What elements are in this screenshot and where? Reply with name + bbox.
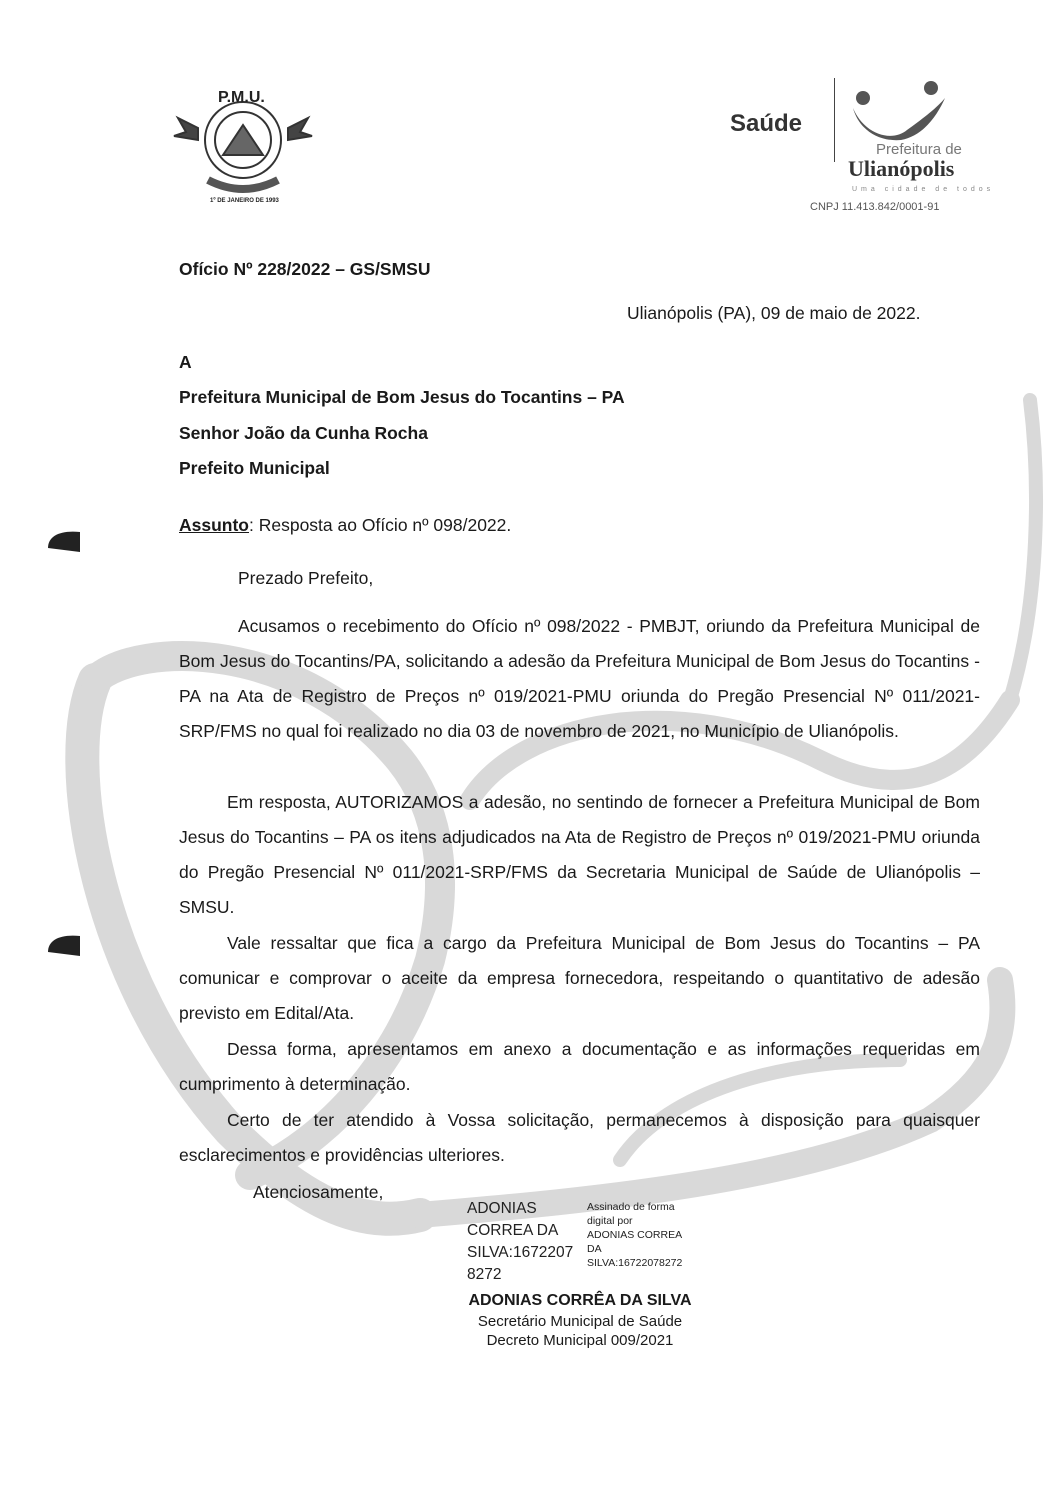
heart-people-icon xyxy=(845,80,955,142)
svg-text:1º DE JANEIRO DE 1993: 1º DE JANEIRO DE 1993 xyxy=(210,198,279,204)
prefeitura-de-text: Prefeitura de xyxy=(876,141,962,158)
municipal-seal-logo xyxy=(168,80,318,210)
digital-signature-details: Assinado de forma digital por ADONIAS CORREA DA SILVA:16722078272 xyxy=(587,1201,683,1269)
recipient-role: Prefeito Municipal xyxy=(179,458,330,478)
saude-label: Saúde xyxy=(730,110,803,137)
place-date: Ulianópolis (PA), 09 de maio de 2022. xyxy=(627,303,921,323)
letter-number: Ofício Nº 228/2022 – GS/SMSU xyxy=(179,259,431,279)
signer-role: Secretário Municipal de Saúde xyxy=(477,1313,683,1330)
paragraph: Acusamos o recebimento do Ofício nº 098/2022 - PMBJT, oriundo da Prefeitura Municipal de Bom Jesus do Tocantins/PA, solicitando a adesão da Prefeitura Municipal de Bom Jesus do Tocantins - PA na Ata de Registro de Preços nº 019/2021-PMU oriunda do Pregão Presencial Nº 011/2021-SRP/FMS no qual foi realizado no dia 03 de novembro de 2021, no Município de Ulianópolis. xyxy=(179,616,980,741)
subject-text: : Resposta ao Ofício nº 098/2022. xyxy=(249,515,512,535)
closing: Atenciosamente, xyxy=(253,1182,384,1202)
logo-divider xyxy=(834,78,835,162)
paragraph: Certo de ter atendido à Vossa solicitação, permanecemos à disposição para quaisquer esclarecimentos e providências ulteriores. xyxy=(179,1110,980,1165)
recipient-org: Prefeitura Municipal de Bom Jesus do Tocantins – PA xyxy=(179,387,625,407)
city-slogan: Uma cidade de todos xyxy=(852,186,995,193)
punch-hole-icon xyxy=(44,930,84,956)
signer-name: ADONIAS CORRÊA DA SILVA xyxy=(468,1292,692,1309)
salutation: Prezado Prefeito, xyxy=(238,568,374,588)
to-prefix: A xyxy=(179,352,192,372)
punch-hole-icon xyxy=(44,526,84,552)
subject-label: Assunto xyxy=(179,515,249,535)
city-name: Ulianópolis xyxy=(848,156,955,181)
recipient-name: Senhor João da Cunha Rocha xyxy=(179,423,428,443)
paragraph: Dessa forma, apresentamos em anexo a documentação e as informações requeridas em cumprimento à determinação. xyxy=(179,1039,980,1094)
paragraph: Vale ressaltar que fica a cargo da Prefeitura Municipal de Bom Jesus do Tocantins – PA comunicar e comprovar o aceite da empresa fornecedora, respeitando o quantitativo de adesão previsto em Edital/Ata. xyxy=(179,933,980,1023)
subject-line xyxy=(179,515,511,535)
svg-text:P.M.U.: P.M.U. xyxy=(218,89,265,106)
cnpj-number: CNPJ 11.413.842/0001-91 xyxy=(810,201,940,213)
paragraph: Em resposta, AUTORIZAMOS a adesão, no sentindo de fornecer a Prefeitura Municipal de Bom Jesus do Tocantins – PA os itens adjudicados na Ata de Registro de Preços nº 019/2021-PMU oriunda do Pregão Presencial Nº 011/2021-SRP/FMS da Secretaria Municipal de Saúde de Ulianópolis – SMSU. xyxy=(179,792,980,917)
signer-decree: Decreto Municipal 009/2021 xyxy=(486,1332,674,1349)
digital-signature-name: ADONIAS CORREA DA SILVA:1672207 8272 xyxy=(467,1200,574,1283)
